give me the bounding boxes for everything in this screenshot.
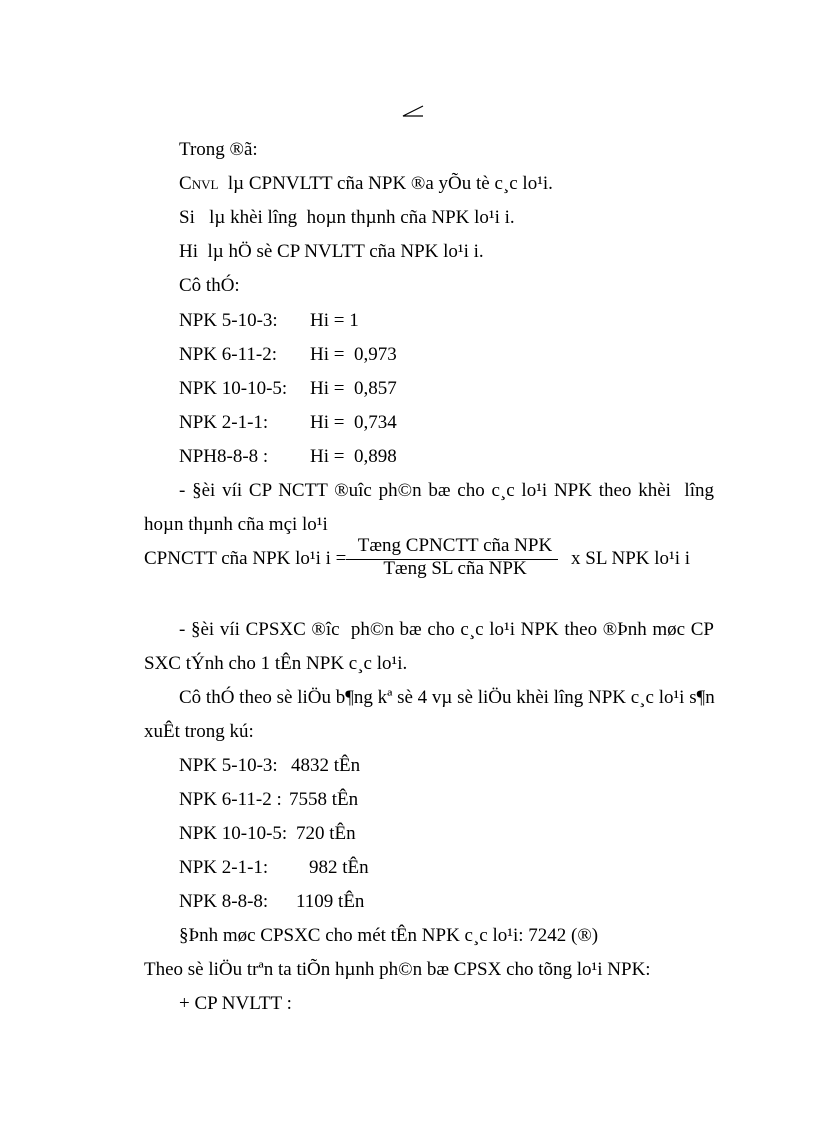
cu-the-label: Cô thÓ: bbox=[179, 275, 240, 296]
quantity-row bbox=[179, 823, 356, 845]
paragraph-sxc-line1: - §èi víi CPSXC ®îc ph©n bæ cho c¸c lo¹i NPK theo ®Þnh møc CP bbox=[179, 619, 714, 640]
quantity-value: 7558 tÊn bbox=[289, 789, 359, 810]
coeff-name: NPK 10-10-5: bbox=[179, 378, 288, 399]
cp-nvltt-heading: + CP NVLTT : bbox=[179, 993, 292, 1014]
quantity-name: NPK 2-1-1: bbox=[179, 857, 269, 878]
quantity-name: NPK 5-10-3: bbox=[179, 755, 278, 776]
coeff-name: NPK 2-1-1: bbox=[179, 412, 269, 433]
quantity-value: 982 tÊn bbox=[309, 857, 369, 878]
quantity-row bbox=[179, 857, 369, 879]
coeff-row bbox=[179, 446, 397, 468]
coeff-value: Hi = 1 bbox=[310, 310, 359, 331]
definition-cnvl-text: lµ CPNVLTT cña NPK ®a yÕu tè c¸c lo¹i. bbox=[218, 173, 553, 194]
formula-lhs: CPNCTT cña NPK lo¹i i = bbox=[144, 548, 347, 569]
paragraph-sl-line1: Cô thÓ theo sè liÖu b¶ng kª sè 4 vµ sè liÖu khèi lîng NPK c¸c lo¹i s¶n bbox=[179, 687, 715, 708]
coeff-row bbox=[179, 344, 397, 366]
coeff-value: Hi = 0,898 bbox=[310, 446, 397, 467]
definition-cnvl-symbol: C bbox=[179, 173, 192, 194]
definition-cnvl bbox=[179, 173, 553, 196]
definition-si: Si lµ khèi lîng hoµn thµnh cña NPK lo¹i i. bbox=[179, 207, 515, 228]
quantity-value: 720 tÊn bbox=[296, 823, 356, 844]
coeff-value: Hi = 0,973 bbox=[310, 344, 397, 365]
coeff-value: Hi = 0,734 bbox=[310, 412, 397, 433]
theo-so-lieu-line: Theo sè liÖu trªn ta tiÕn hµnh ph©n bæ CPSX cho tõng lo¹i NPK: bbox=[144, 959, 651, 980]
coeff-row bbox=[179, 412, 397, 434]
formula-denominator: Tæng SL cña NPK bbox=[383, 558, 527, 579]
formula-numerator: Tæng CPNCTT cña NPK bbox=[357, 535, 553, 556]
definition-hi: Hi lµ hÖ sè CP NVLTT cña NPK lo¹i i. bbox=[179, 241, 484, 262]
coeff-name: NPK 6-11-2: bbox=[179, 344, 277, 365]
quantity-name: NPK 8-8-8: bbox=[179, 891, 269, 912]
paragraph-sxc-line2: SXC tÝnh cho 1 tÊn NPK c¸c lo¹i. bbox=[144, 653, 408, 674]
quantity-row bbox=[179, 755, 361, 777]
quantity-value: 4832 tÊn bbox=[291, 755, 361, 776]
paragraph-sl-line2: xuÊt trong kú: bbox=[144, 721, 254, 742]
coeff-name: NPK 5-10-3: bbox=[179, 310, 278, 331]
coeff-value: Hi = 0,857 bbox=[310, 378, 397, 399]
formula-rhs: x SL NPK lo¹i i bbox=[571, 548, 691, 569]
angle-icon bbox=[401, 104, 425, 118]
quantity-value: 1109 tÊn bbox=[296, 891, 365, 912]
quantity-row bbox=[179, 789, 359, 811]
coeff-row bbox=[179, 378, 397, 400]
quantity-name: NPK 6-11-2 : bbox=[179, 789, 282, 810]
dinh-muc-line: §Þnh møc CPSXC cho mét tÊn NPK c¸c lo¹i: 7242 (®) bbox=[179, 925, 599, 946]
paragraph-ncct-line2: hoµn thµnh cña mçi lo¹i bbox=[144, 514, 328, 535]
quantity-row bbox=[179, 891, 365, 913]
quantity-name: NPK 10-10-5: bbox=[179, 823, 288, 844]
coeff-name: NPH8-8-8 : bbox=[179, 446, 269, 467]
paragraph-ncct-line1: - §èi víi CP NCTT ®uîc ph©n bæ cho c¸c lo¹i NPK theo khèi lîng bbox=[179, 480, 714, 501]
coeff-row bbox=[179, 310, 359, 332]
trong-do-label: Trong ®ã: bbox=[179, 139, 258, 160]
definition-cnvl-subscript: NVL bbox=[191, 177, 219, 192]
